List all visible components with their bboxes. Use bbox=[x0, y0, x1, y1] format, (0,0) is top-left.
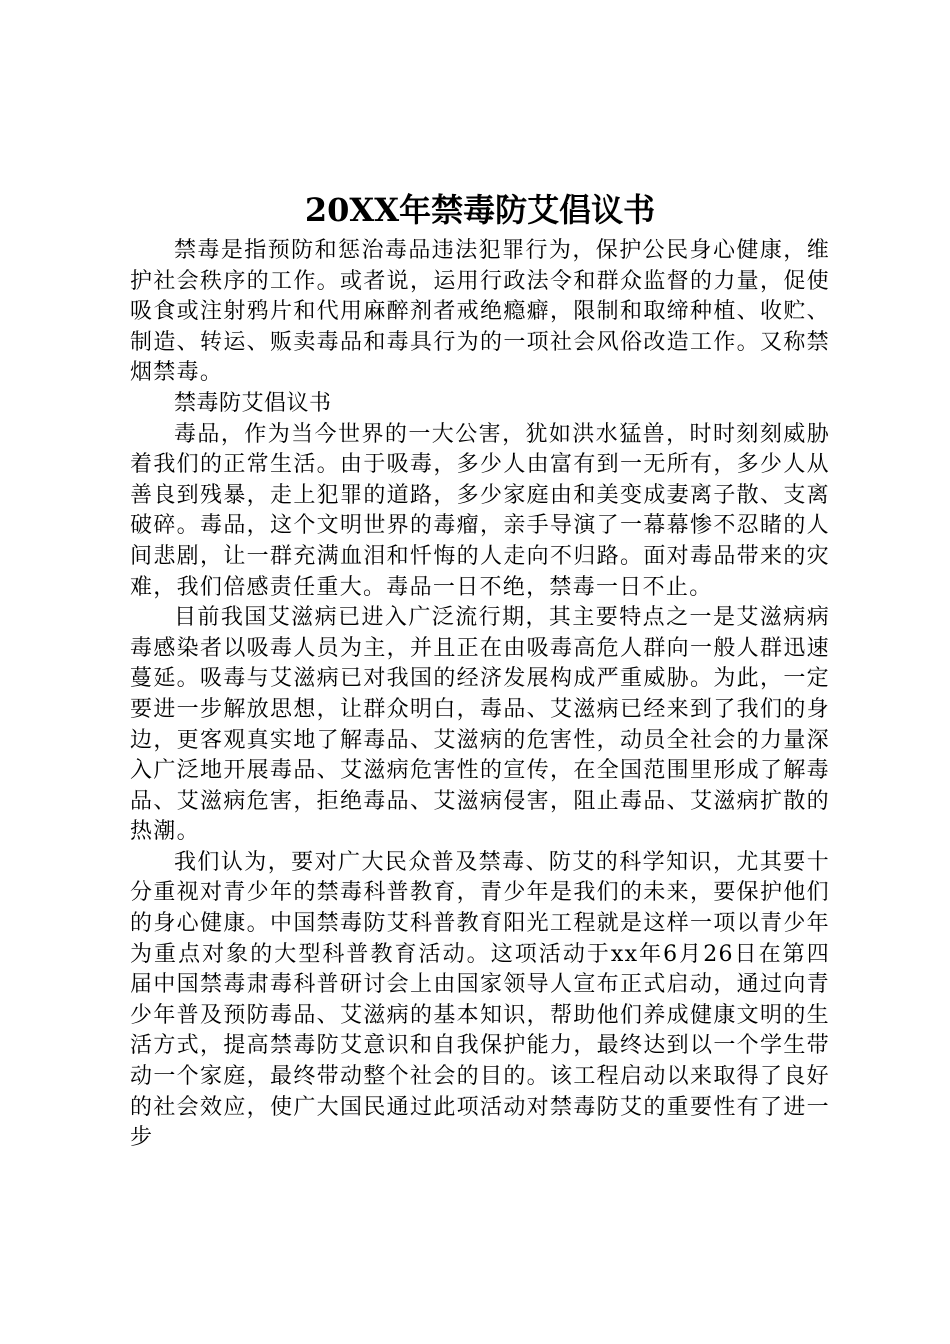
paragraph-youth-education: 我们认为，要对广大民众普及禁毒、防艾的科学知识，尤其要十分重视对青少年的禁毒科普教育，青少年是我们的未来，要保护他们的身心健康。中国禁毒防艾科普教育阳光工程就是这样一项以青少年为重点对象的大型科普教育活动。这项活动于xx年6月26日在第四届中国禁毒肃毒科普研讨会上由国家领导人宣布正式启动，通过向青少年普及预防毒品、艾滋病的基本知识，帮助他们养成健康文明的生活方式，提高禁毒防艾意识和自我保护能力，最终达到以一个学生带动一个家庭，最终带动整个社会的目的。该工程启动以来取得了良好的社会效应，使广大国民通过此项活动对禁毒防艾的重要性有了进一步 bbox=[130, 849, 830, 1151]
document-body bbox=[130, 188, 830, 1154]
paragraph-aids-epidemic: 目前我国艾滋病已进入广泛流行期，其主要特点之一是艾滋病病毒感染者以吸毒人员为主，并且正在由吸毒高危人群向一般人群迅速蔓延。吸毒与艾滋病已对我国的经济发展构成严重威胁。为此，一定要进一步解放思想，让群众明白，毒品、艾滋病已经来到了我们的身边，更客观真实地了解毒品、艾滋病的危害性，动员全社会的力量深入广泛地开展毒品、艾滋病危害性的宣传，在全国范围里形成了解毒品、艾滋病危害，拒绝毒品、艾滋病侵害，阻止毒品、艾滋病扩散的热潮。 bbox=[130, 605, 830, 845]
paragraph-drug-harm: 毒品，作为当今世界的一大公害，犹如洪水猛兽，时时刻刻威胁着我们的正常生活。由于吸毒，多少人由富有到一无所有，多少人从善良到残暴，走上犯罪的道路，多少家庭由和美变成妻离子散、支离破碎。毒品，这个文明世界的毒瘤，亲手导演了一幕幕惨不忍睹的人间悲剧，让一群充满血泪和忏悔的人走向不归路。面对毒品带来的灾难，我们倍感责任重大。毒品一日不绝，禁毒一日不止。 bbox=[130, 421, 830, 600]
paragraph-intro: 禁毒是指预防和惩治毒品违法犯罪行为，保护公民身心健康，维护社会秩序的工作。或者说，运用行政法令和群众监督的力量，促使吸食或注射鸦片和代用麻醉剂者戒绝瘾癖，限制和取缔种植、收贮、制造、转运、贩卖毒品和毒具行为的一项社会风俗改造工作。又称禁烟禁毒。 bbox=[130, 238, 830, 386]
paragraph-subtitle: 禁毒防艾倡议书 bbox=[174, 390, 332, 416]
document-title: 20XX年禁毒防艾倡议书 bbox=[304, 191, 656, 229]
